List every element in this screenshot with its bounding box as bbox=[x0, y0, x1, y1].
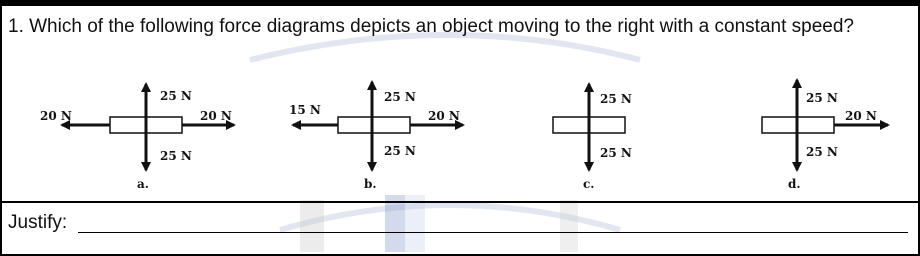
down-force-label: 25 N bbox=[160, 149, 192, 163]
up-force-label: 25 N bbox=[806, 91, 838, 105]
diagram-letter: a. bbox=[137, 177, 149, 191]
diagram-c bbox=[553, 84, 632, 191]
left-force-label: 20 N bbox=[40, 109, 72, 123]
right-force-label: 20 N bbox=[200, 109, 232, 123]
section-divider bbox=[0, 201, 920, 203]
up-force-label: 25 N bbox=[160, 89, 192, 103]
down-force-label: 25 N bbox=[384, 144, 416, 158]
diagram-letter: b. bbox=[364, 177, 377, 191]
up-force-label: 25 N bbox=[384, 90, 416, 104]
object-box bbox=[338, 117, 410, 133]
justify-label: Justify: bbox=[8, 212, 68, 233]
question-text: 1. Which of the following force diagrams depicts an object moving to the right with a constant speed? bbox=[8, 16, 854, 37]
justify-answer-line[interactable] bbox=[78, 232, 908, 233]
right-force-label: 20 N bbox=[845, 109, 877, 123]
diagram-letter: d. bbox=[788, 177, 801, 191]
down-force-label: 25 N bbox=[806, 145, 838, 159]
diagram-a bbox=[40, 84, 234, 191]
diagram-letter: c. bbox=[583, 177, 595, 191]
diagram-b bbox=[289, 82, 463, 191]
left-force-label: 15 N bbox=[289, 103, 321, 117]
right-force-label: 20 N bbox=[428, 109, 460, 123]
up-force-label: 25 N bbox=[600, 92, 632, 106]
diagram-d bbox=[762, 80, 888, 191]
down-force-label: 25 N bbox=[600, 146, 632, 160]
